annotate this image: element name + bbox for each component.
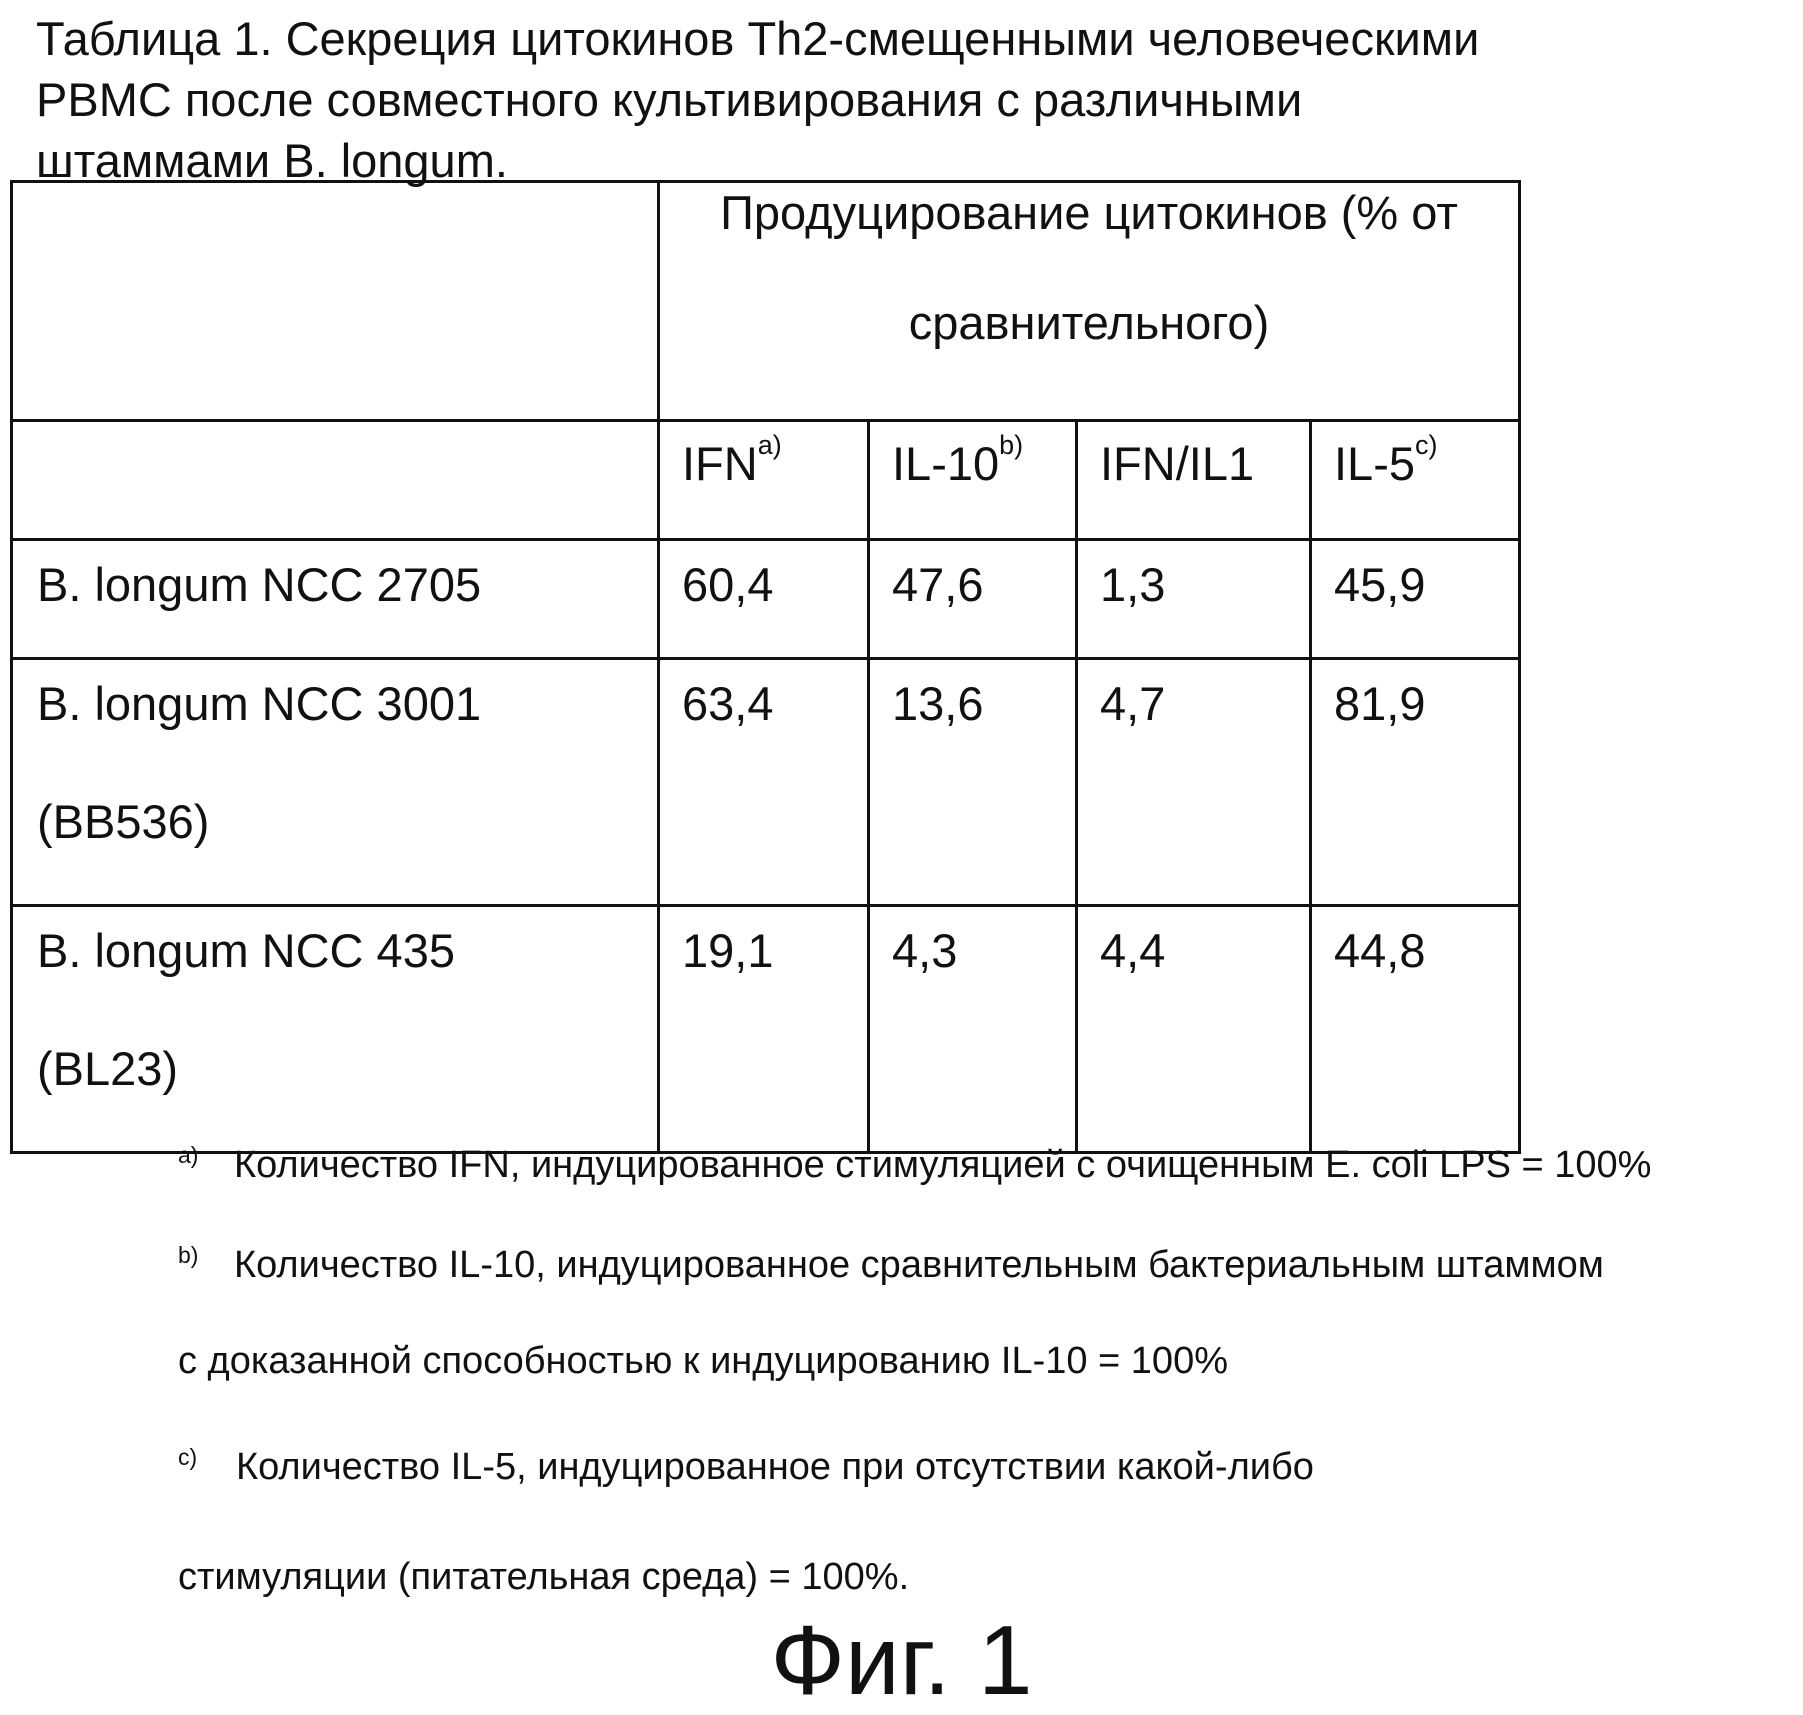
cytokine-table (10, 180, 1521, 1154)
il10-value: 13,6 (892, 677, 984, 730)
table-row (12, 659, 1520, 906)
footnote-mark: c) (1415, 430, 1438, 460)
ifn-value: 63,4 (682, 677, 774, 730)
footnote-mark: a) (757, 430, 782, 460)
il5-value: 44,8 (1334, 924, 1426, 977)
footnote-mark-b: b) (178, 1242, 199, 1268)
group-header-line-1: Продуцирование цитокинов (% от (720, 186, 1458, 239)
strain-cell (12, 659, 659, 906)
il5-value: 81,9 (1334, 677, 1426, 730)
footnote-c-text-line-2: стимуляции (питательная среда) = 100%. (178, 1556, 910, 1598)
strain-code: (BL23) (37, 1042, 179, 1095)
strain-name: B. longum NCC 435 (37, 924, 455, 977)
group-header-line-2: сравнительного) (908, 296, 1270, 349)
column-label: IFN/IL1 (1100, 437, 1255, 490)
column-label: IFN (682, 437, 758, 490)
value-cell (659, 659, 869, 906)
title-line-2: PBMC после совместного культивирования с различными (36, 73, 1303, 126)
table-row (12, 540, 1520, 659)
footnote-a-text: Количество IFN, индуцированное стимуляцией с очищенным E. coli LPS = 100% (234, 1144, 1652, 1186)
footnote-c-continuation (178, 1554, 909, 1600)
footnote-b-text-line-1: Количество IL-10, индуцированное сравнительным бактериальным штаммом (234, 1244, 1604, 1286)
footnote-b-continuation (178, 1338, 1228, 1384)
value-cell (869, 540, 1077, 659)
header-empty-cell (12, 182, 659, 421)
column-header-il10 (869, 421, 1077, 540)
group-header-cell (659, 182, 1520, 421)
il10-value: 4,3 (892, 924, 958, 977)
strain-name: B. longum NCC 2705 (37, 558, 482, 611)
table-title (36, 8, 1736, 191)
column-header-ifn-il1 (1077, 421, 1311, 540)
footnote-mark: b) (999, 430, 1024, 460)
ifn-value: 60,4 (682, 558, 774, 611)
column-label: IL-5 (1334, 437, 1415, 490)
value-cell (1311, 540, 1520, 659)
column-header-ifn (659, 421, 869, 540)
strain-code: (BB536) (37, 795, 210, 848)
column-header-il5 (1311, 421, 1520, 540)
title-line-3: штаммами B. longum. (36, 134, 508, 187)
value-cell (1077, 659, 1311, 906)
strain-name: B. longum NCC 3001 (37, 677, 482, 730)
ifn-il1-value: 4,4 (1100, 924, 1166, 977)
column-header-empty (12, 421, 659, 540)
footnote-b (178, 1242, 1604, 1288)
column-label: IL-10 (892, 437, 1000, 490)
value-cell (1311, 659, 1520, 906)
value-cell (659, 906, 869, 1153)
figure-caption: Фиг. 1 (770, 1605, 1033, 1715)
ifn-il1-value: 4,7 (1100, 677, 1166, 730)
value-cell (1077, 540, 1311, 659)
footnote-c-text-line-1: Количество IL-5, индуцированное при отсутствии какой-либо (236, 1446, 1314, 1488)
value-cell (869, 659, 1077, 906)
table-row (12, 906, 1520, 1153)
strain-cell (12, 906, 659, 1153)
value-cell (659, 540, 869, 659)
strain-cell (12, 540, 659, 659)
footnote-c (178, 1444, 1314, 1490)
value-cell (1311, 906, 1520, 1153)
ifn-il1-value: 1,3 (1100, 558, 1166, 611)
footnote-a (178, 1142, 1651, 1188)
ifn-value: 19,1 (682, 924, 774, 977)
il10-value: 47,6 (892, 558, 984, 611)
footnote-mark-c: c) (178, 1444, 198, 1470)
footnote-b-text-line-2: с доказанной способностью к индуцированию IL-10 = 100% (178, 1340, 1228, 1382)
value-cell (1077, 906, 1311, 1153)
title-line-1: Таблица 1. Секреция цитокинов Th2-смещенными человеческими (36, 12, 1480, 65)
table-header-row (12, 182, 1520, 421)
il5-value: 45,9 (1334, 558, 1426, 611)
footnote-mark-a: a) (178, 1142, 199, 1168)
value-cell (869, 906, 1077, 1153)
column-header-row (12, 421, 1520, 540)
